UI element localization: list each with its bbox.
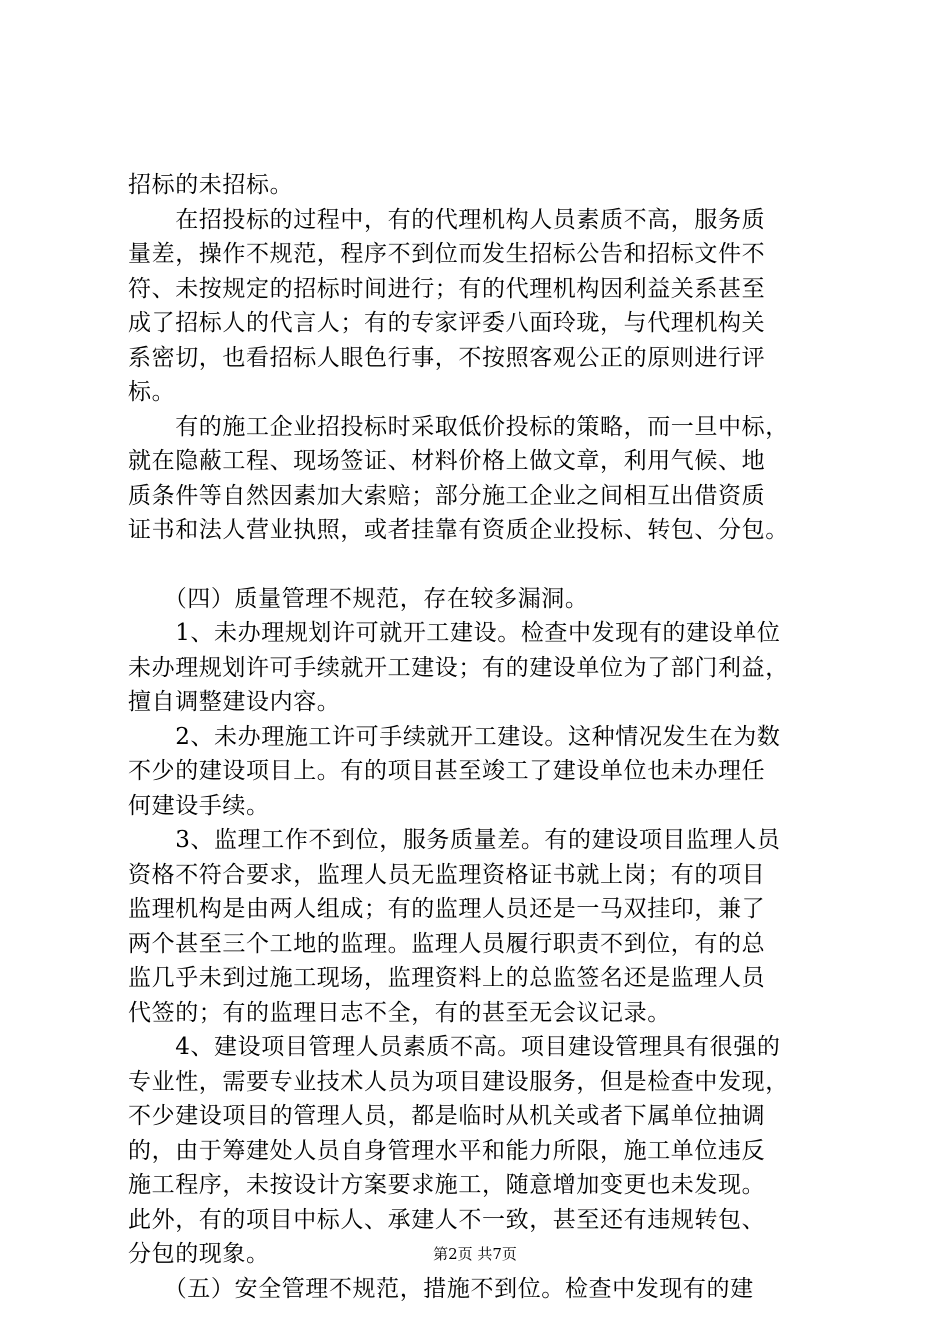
text-line: 擅自调整建设内容。 xyxy=(128,689,341,715)
text-line: 量差，操作不规范，程序不到位而发生招标公告和招标文件不 xyxy=(128,241,766,267)
text-line: 符、未按规定的招标时间进行；有的代理机构因利益关系甚至 xyxy=(128,275,766,302)
page-footer: 第2页 共7页 xyxy=(433,1245,517,1263)
text-line: 资格不符合要求，监理人员无监理资格证书就上岗；有的项目 xyxy=(128,861,766,888)
text-line: 代签的；有的监理日志不全，有的甚至无会议记录。 xyxy=(128,999,671,1026)
text-line: （四）质量管理不规范，存在较多漏洞。 xyxy=(128,585,589,612)
paragraph-gap xyxy=(128,548,848,582)
text-line: 何建设手续。 xyxy=(128,792,270,819)
text-line: 有的施工企业招投标时采取低价投标的策略，而一旦中标， xyxy=(128,413,789,440)
text-line: 招标的未招标。 xyxy=(128,172,294,198)
text-line: 专业性，需要专业技术人员为项目建设服务，但是检查中发现， xyxy=(128,1068,789,1095)
text-line: 不少建设项目的管理人员，都是临时从机关或者下属单位抽调 xyxy=(128,1103,766,1129)
text-line: 成了招标人的代言人；有的专家评委八面玲珑，与代理机构关 xyxy=(128,310,766,336)
text-line: 分包的现象。 xyxy=(128,1241,270,1267)
text-line: 2、未办理施工许可手续就开工建设。这种情况发生在为数 xyxy=(128,723,781,750)
text-line: 两个甚至三个工地的监理。监理人员履行职责不到位，有的总 xyxy=(128,930,766,957)
document-body xyxy=(128,168,848,1306)
text-line: 的，由于筹建处人员自身管理水平和能力所限，施工单位违反 xyxy=(128,1137,766,1164)
text-line: 监理机构是由两人组成；有的监理人员还是一马双挂印，兼了 xyxy=(128,896,766,922)
text-line: （五）安全管理不规范，措施不到位。检查中发现有的建 xyxy=(128,1275,754,1302)
text-line: 质条件等自然因素加大索赔；部分施工企业之间相互出借资质 xyxy=(128,482,766,509)
text-line: 就在隐蔽工程、现场签证、材料价格上做文章，利用气候、地 xyxy=(128,448,766,474)
text-line: 3、监理工作不到位，服务质量差。有的建设项目监理人员 xyxy=(128,827,781,853)
text-line: 监几乎未到过施工现场，监理资料上的总监签名还是监理人员 xyxy=(128,965,766,991)
text-line: 施工程序，未按设计方案要求施工，随意增加变更也未发现。 xyxy=(128,1172,766,1198)
text-line: 未办理规划许可手续就开工建设；有的建设单位为了部门利益， xyxy=(128,654,789,681)
text-line: 不少的建设项目上。有的项目甚至竣工了建设单位也未办理任 xyxy=(128,758,766,784)
text-line: 1、未办理规划许可就开工建设。检查中发现有的建设单位 xyxy=(128,620,781,646)
text-line: 4、建设项目管理人员素质不高。项目建设管理具有很强的 xyxy=(128,1034,781,1060)
text-line: 在招投标的过程中，有的代理机构人员素质不高，服务质 xyxy=(128,206,766,233)
text-line: 系密切，也看招标人眼色行事，不按照客观公正的原则进行评 xyxy=(128,344,766,371)
text-line: 证书和法人营业执照，或者挂靠有资质企业投标、转包、分包。 xyxy=(128,517,789,543)
text-line: 此外，有的项目中标人、承建人不一致，甚至还有违规转包、 xyxy=(128,1206,766,1233)
text-line: 标。 xyxy=(128,379,176,405)
